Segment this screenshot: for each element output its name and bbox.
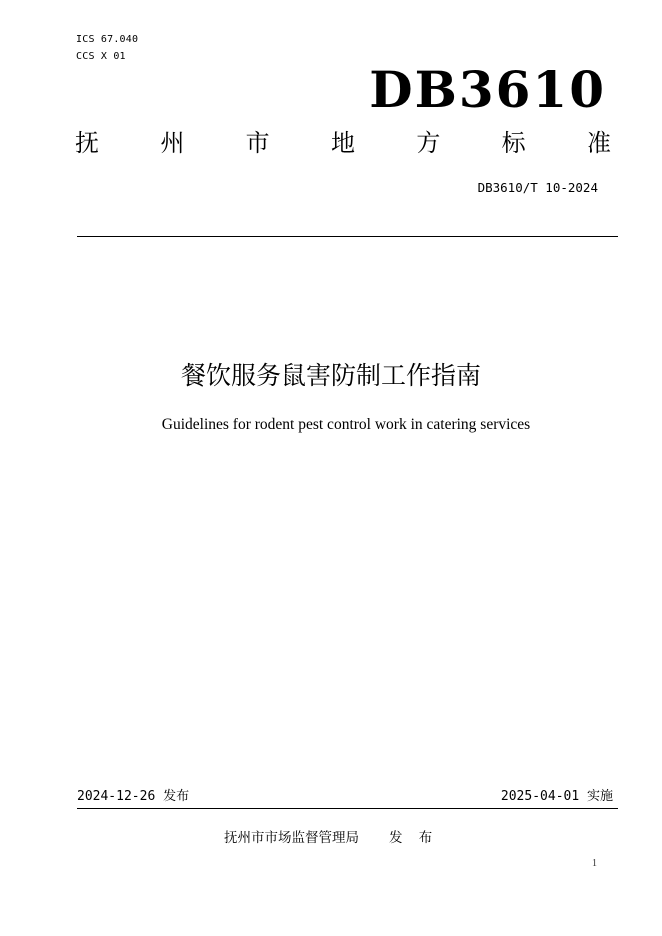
standard-type — [75, 128, 611, 158]
issuer-line — [224, 828, 438, 848]
standard-type-char: 州 — [160, 129, 185, 157]
issuer-action: 发 布 — [389, 830, 439, 846]
standard-code: DB3610 — [369, 60, 606, 119]
implementation-date: 2025-04-01 实施 — [500, 789, 613, 804]
issue-date: 2024-12-26 发布 — [77, 789, 190, 804]
standard-type-char: 抚 — [75, 129, 99, 157]
standard-type-char: 标 — [501, 129, 526, 157]
ics-code: ICS 67.040 — [76, 34, 139, 45]
document-title-zh: 餐饮服务鼠害防制工作指南 — [180, 361, 481, 390]
footer-divider — [77, 808, 618, 809]
page-number: 1 — [592, 858, 597, 869]
standard-type-char: 准 — [586, 129, 611, 157]
standard-type-char: 地 — [330, 129, 355, 157]
ccs-code: CCS X 01 — [76, 51, 126, 62]
standard-number: DB3610/T 10-2024 — [477, 180, 598, 195]
issuer-name: 抚州市市场监督管理局 — [224, 830, 359, 846]
document-title-en: Guidelines for rodent pest control work in catering services — [161, 416, 531, 433]
standard-type-char: 市 — [245, 129, 270, 157]
standard-type-char: 方 — [416, 129, 441, 157]
header-divider — [77, 236, 618, 237]
